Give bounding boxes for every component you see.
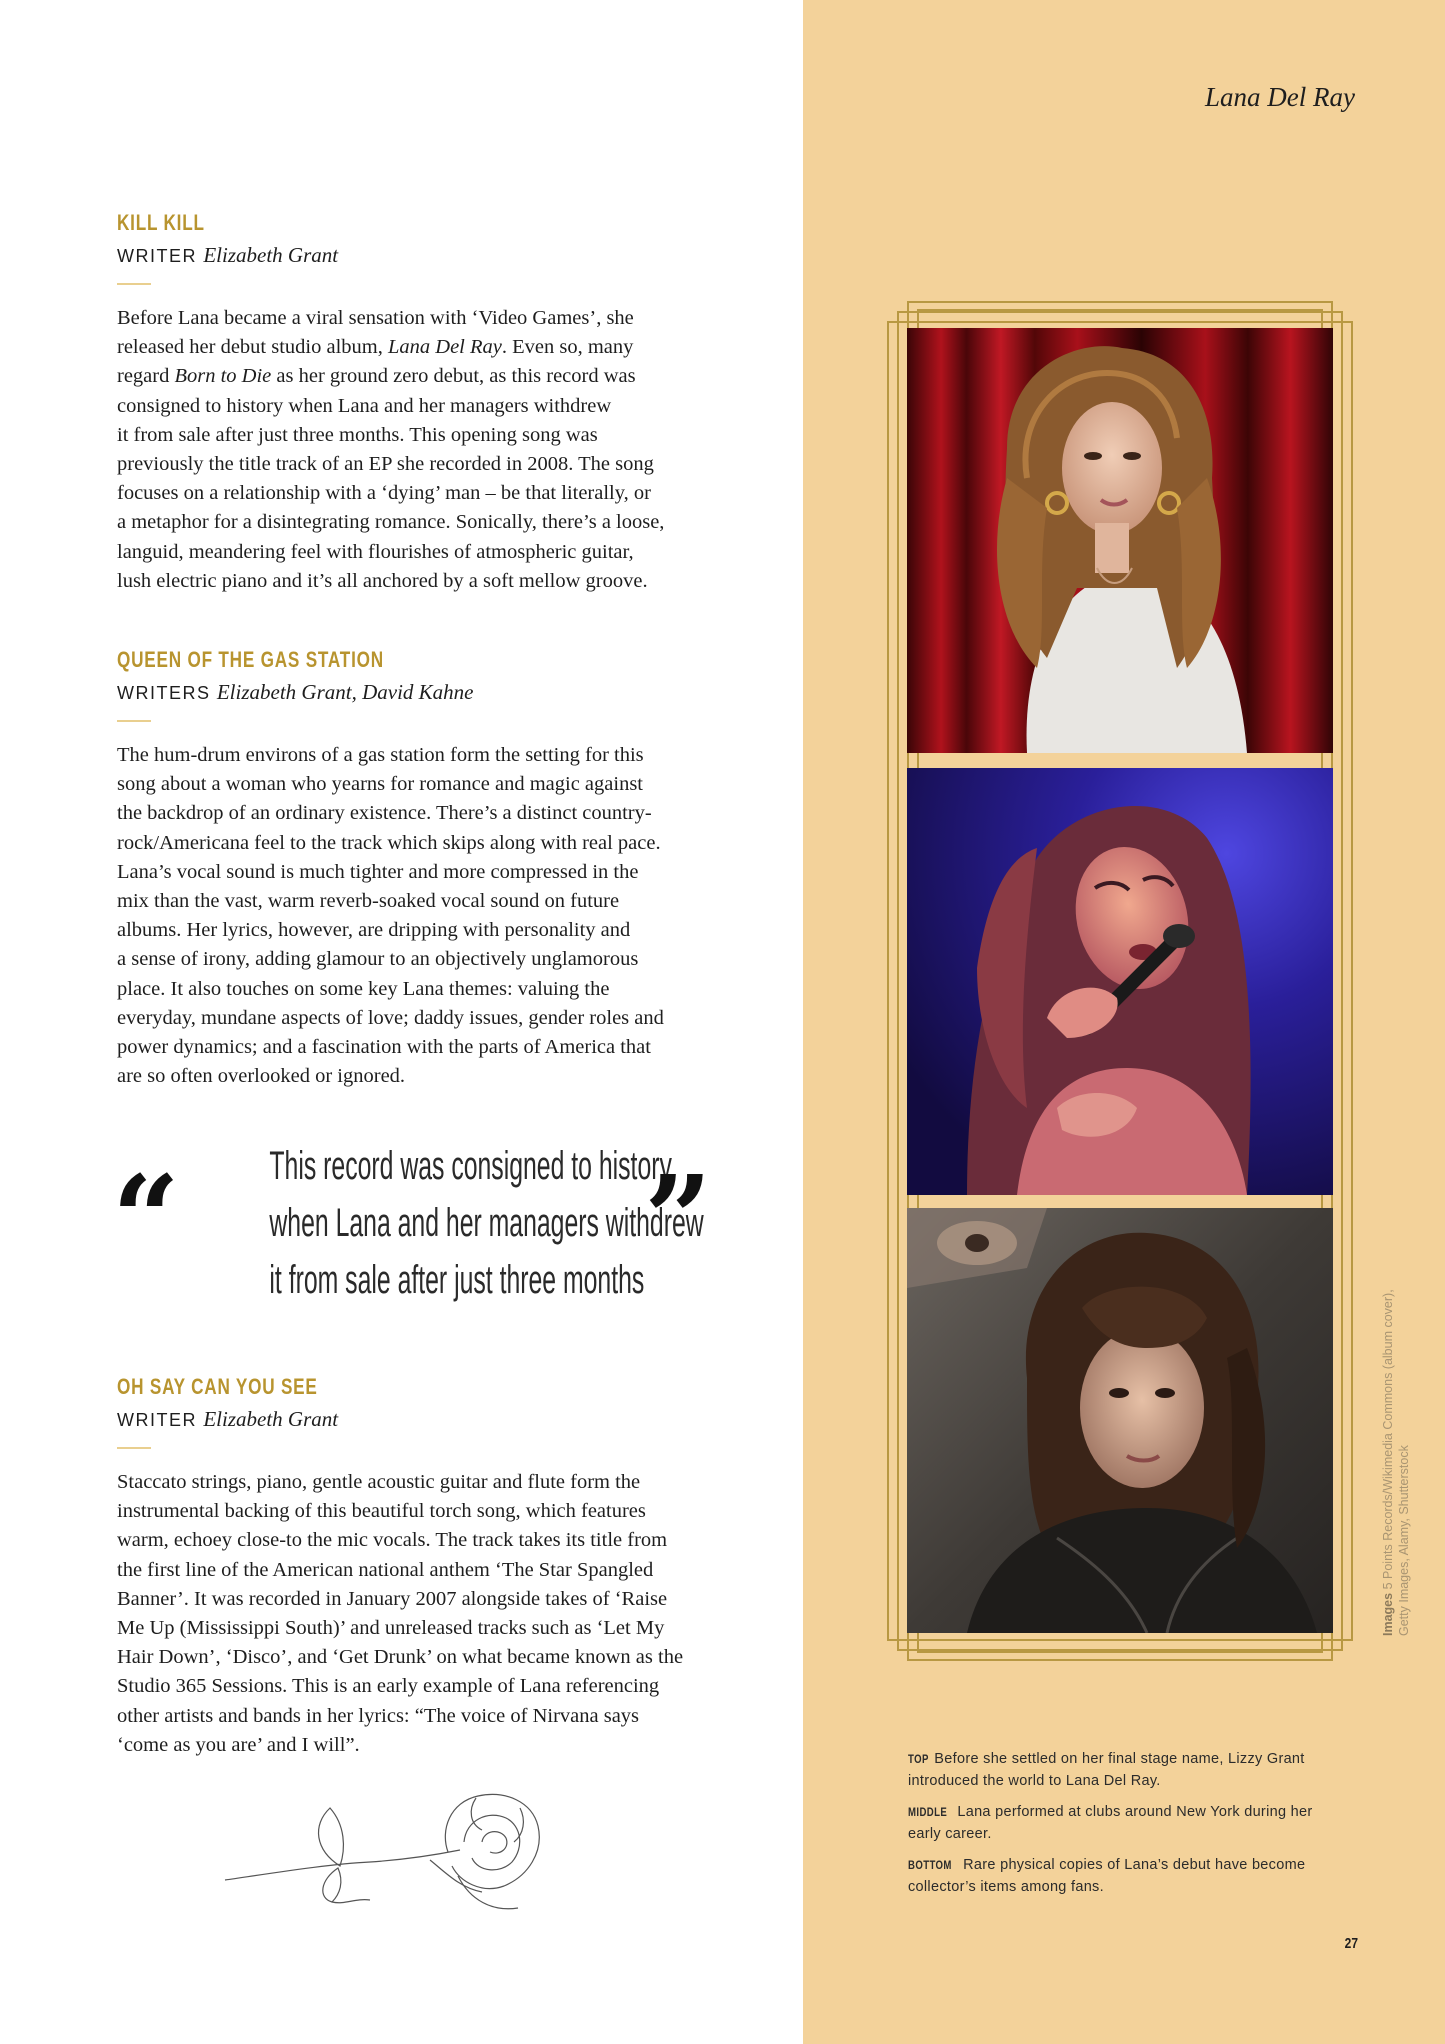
- divider: [117, 720, 151, 722]
- writer-name: Elizabeth Grant: [203, 1407, 339, 1431]
- image-credit: [1380, 1256, 1412, 1636]
- rose-illustration: [220, 1790, 570, 1920]
- body-line: it from sale after just three months. This opening song was: [117, 423, 598, 446]
- close-quote-mark: ”: [644, 1149, 712, 1288]
- caption-text: Before she settled on her final stage name, Lizzy Grant introduced the world to Lana Del Ray.: [908, 1751, 1305, 1789]
- body-line: other artists and bands in her lyrics: “The voice of Nirvana says: [117, 1704, 640, 1727]
- body-line: Banner’. It was recorded in January 2007 alongside takes of ‘Raise: [117, 1587, 668, 1610]
- body-line: warm, echoey close-to the mic vocals. The track takes its title from: [117, 1529, 668, 1552]
- open-quote-mark: “: [112, 1149, 180, 1288]
- body-line: released her debut studio album, Lana Del Ray. Even so, many: [117, 336, 634, 359]
- song-section-queen-of-the-gas-station: [117, 647, 707, 1091]
- body-line: languid, meandering feel with flourishes of atmospheric guitar,: [117, 540, 634, 563]
- song-writer: [117, 242, 707, 269]
- writer-label: WRITER: [117, 246, 197, 266]
- body-line: albums. Her lyrics, however, are dripping with personality and: [117, 919, 631, 942]
- body-line: consigned to history when Lana and her managers withdrew: [117, 394, 612, 417]
- credit-label: Images: [1381, 1592, 1395, 1636]
- writer-name: Elizabeth Grant: [203, 243, 339, 267]
- body-line: rock/Americana feel to the track which skips along with real pace.: [117, 831, 661, 854]
- divider: [117, 1447, 151, 1449]
- caption-label: TOP: [908, 1752, 929, 1766]
- pull-quote-line: This record was consigned to history: [269, 1144, 672, 1188]
- page-number: 27: [1344, 1935, 1359, 1952]
- body-line: the backdrop of an ordinary existence. There’s a distinct country-: [117, 802, 652, 825]
- pull-quote-line: it from sale after just three months: [269, 1258, 645, 1302]
- body-line: song about a woman who yearns for romance and magic against: [117, 773, 644, 796]
- photo-middle: [907, 768, 1333, 1195]
- body-line: place. It also touches on some key Lana themes: valuing the: [117, 977, 610, 1000]
- caption-top: [908, 1748, 1328, 1792]
- body-line: Staccato strings, piano, gentle acoustic guitar and flute form the: [117, 1471, 641, 1493]
- song-title: OH SAY CAN YOU SEE: [117, 1374, 318, 1399]
- caption-middle: [908, 1801, 1328, 1845]
- body-line: Before Lana became a viral sensation with ‘Video Games’, she: [117, 307, 634, 329]
- photo-top: [907, 328, 1333, 753]
- song-writer: [117, 679, 707, 706]
- song-title: KILL KILL: [117, 210, 205, 235]
- body-line: power dynamics; and a fascination with the parts of America that: [117, 1036, 651, 1059]
- body-line: are so often overlooked or ignored.: [117, 1065, 406, 1088]
- writer-name: Elizabeth Grant, David Kahne: [216, 680, 474, 704]
- body-line: Hair Down’, ‘Disco’, and ‘Get Drunk’ on what became known as the: [117, 1646, 684, 1669]
- body-line: instrumental backing of this beautiful torch song, which features: [117, 1500, 646, 1523]
- song-section-kill-kill: [117, 210, 707, 596]
- body-line: The hum-drum environs of a gas station form the setting for this: [117, 744, 644, 766]
- pull-quote-text: [182, 1138, 704, 1309]
- running-head: Lana Del Ray: [1205, 82, 1355, 112]
- body-line: mix than the vast, warm reverb-soaked vocal sound on future: [117, 890, 620, 913]
- body-line: a sense of irony, adding glamour to an objectively unglamorous: [117, 948, 639, 971]
- writer-label: WRITER: [117, 1410, 197, 1430]
- song-body: [117, 1468, 707, 1760]
- song-section-oh-say-can-you-see: [117, 1374, 707, 1760]
- song-title: QUEEN OF THE GAS STATION: [117, 647, 384, 672]
- body-line: Lana’s vocal sound is much tighter and more compressed in the: [117, 860, 639, 883]
- body-line: focuses on a relationship with a ‘dying’ man – be that literally, or: [117, 482, 651, 505]
- divider: [117, 283, 151, 285]
- body-line: Me Up (Mississippi South)’ and unreleased tracks such as ‘Let My: [117, 1617, 665, 1640]
- body-line: ‘come as you are’ and I will”.: [117, 1733, 360, 1756]
- body-line: the first line of the American national anthem ‘The Star Spangled: [117, 1558, 654, 1581]
- body-line: previously the title track of an EP she recorded in 2008. The song: [117, 453, 654, 476]
- photo-bottom: [907, 1208, 1333, 1633]
- song-body: [117, 304, 707, 596]
- credit-line: Getty Images, Alamy, Shutterstock: [1397, 1445, 1411, 1636]
- body-line: lush electric piano and it’s all anchored by a soft mellow groove.: [117, 569, 648, 592]
- caption-bottom: [908, 1854, 1328, 1898]
- body-line: Studio 365 Sessions. This is an early example of Lana referencing: [117, 1675, 660, 1698]
- caption-text: Lana performed at clubs around New York during her early career.: [908, 1804, 1313, 1842]
- writer-label: WRITERS: [117, 683, 211, 703]
- pull-quote: [112, 1138, 712, 1308]
- body-line: everyday, mundane aspects of love; daddy issues, gender roles and: [117, 1006, 664, 1029]
- photo-captions: [908, 1748, 1328, 1907]
- caption-label: MIDDLE: [908, 1805, 948, 1819]
- caption-text: Rare physical copies of Lana’s debut have become collector’s items among fans.: [908, 1857, 1306, 1895]
- pull-quote-line: when Lana and her managers withdrew: [269, 1201, 704, 1245]
- credit-line: 5 Points Records/Wikimedia Commons (album cover),: [1381, 1289, 1395, 1590]
- caption-label: BOTTOM: [908, 1858, 952, 1872]
- song-writer: [117, 1406, 707, 1433]
- body-line: regard Born to Die as her ground zero debut, as this record was: [117, 365, 636, 388]
- body-line: a metaphor for a disintegrating romance. Sonically, there’s a loose,: [117, 511, 665, 534]
- song-body: [117, 741, 707, 1091]
